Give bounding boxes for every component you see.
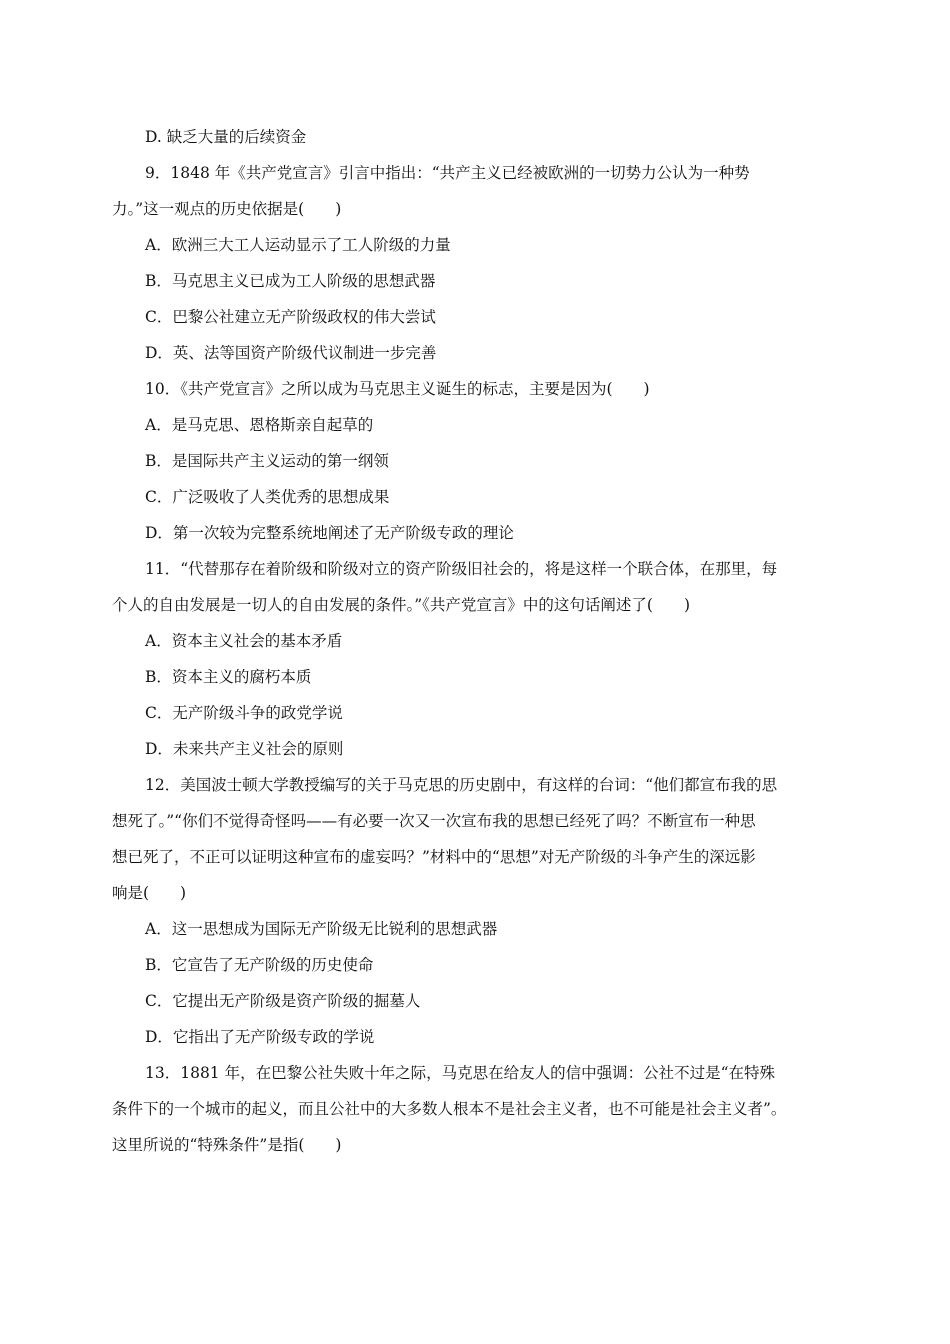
question-stem-continuation: 个人的自由发展是一切人的自由发展的条件。”《共产党宣言》中的这句话阐述了( ) [112,596,691,614]
question-stem-continuation: 力。”这一观点的历史依据是( ) [112,200,342,218]
answer-option: B．是国际共产主义运动的第一纲领 [145,452,389,470]
answer-option: C．它提出无产阶级是资产阶级的掘墓人 [145,992,421,1010]
answer-option: D．英、法等国资产阶级代议制进一步完善 [145,344,437,362]
question-stem-continuation: 这里所说的“特殊条件”是指( ) [112,1136,342,1154]
answer-option: D．它指出了无产阶级专政的学说 [145,1028,375,1046]
answer-option: A．是马克思、恩格斯亲自起草的 [145,416,374,434]
answer-option: C．巴黎公社建立无产阶级政权的伟大尝试 [145,308,436,326]
question-stem: 9．1848 年《共产党宣言》引言中指出：“共产主义已经被欧洲的一切势力公认为一种势 [145,164,750,182]
answer-option: B．资本主义的腐朽本质 [145,668,312,686]
answer-option: D．第一次较为完整系统地阐述了无产阶级专政的理论 [145,524,514,542]
question-stem-continuation: 响是( ) [112,884,187,902]
question-stem-continuation: 想死了。”“你们不觉得奇怪吗——有必要一次又一次宣布我的思想已经死了吗？不断宣布一种思 [112,812,756,830]
question-stem: 12．美国波士顿大学教授编写的关于马克思的历史剧中，有这样的台词：“他们都宣布我的思 [145,776,778,794]
answer-option: D. 缺乏大量的后续资金 [145,128,307,146]
answer-option: D．未来共产主义社会的原则 [145,740,344,758]
answer-option: A．这一思想成为国际无产阶级无比锐利的思想武器 [145,920,498,938]
answer-option: B．马克思主义已成为工人阶级的思想武器 [145,272,436,290]
answer-option: C．无产阶级斗争的政党学说 [145,704,343,722]
answer-option: A．欧洲三大工人运动显示了工人阶级的力量 [145,236,451,254]
answer-option: A．资本主义社会的基本矛盾 [145,632,343,650]
question-stem: 10．《共产党宣言》之所以成为马克思主义诞生的标志，主要是因为( ) [145,380,650,398]
question-stem: 11．“代替那存在着阶级和阶级对立的资产阶级旧社会的，将是这样一个联合体，在那里，每 [145,560,778,578]
question-stem: 13．1881 年，在巴黎公社失败十年之际，马克思在给友人的信中强调：公社不过是“在特殊 [145,1064,776,1082]
question-text-block [112,119,842,1163]
answer-option: B．它宣告了无产阶级的历史使命 [145,956,374,974]
question-stem-continuation: 想已死了，不正可以证明这种宣布的虚妄吗？”材料中的“思想”对无产阶级的斗争产生的深远影 [112,848,756,866]
answer-option: C．广泛吸收了人类优秀的思想成果 [145,488,390,506]
question-stem-continuation: 条件下的一个城市的起义，而且公社中的大多数人根本不是社会主义者，也不可能是社会主义者”。 [112,1100,787,1118]
